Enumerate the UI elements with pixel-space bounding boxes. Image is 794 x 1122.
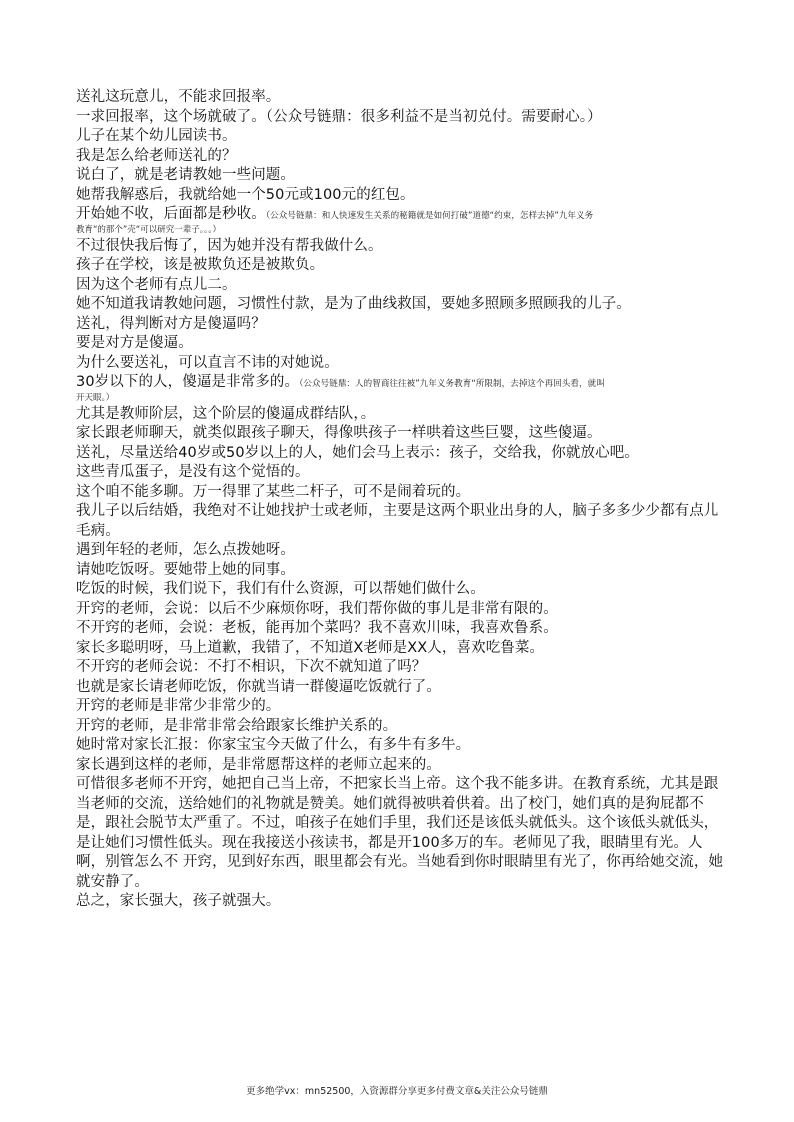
paragraph: 这个咱不能多聊。万一得罪了某些二杆子，可不是闹着玩的。 [76,483,471,500]
paragraph: 总之，家长强大，孩子就强大。 [76,893,281,909]
paragraph: 也就是家长请老师吃饭，你就当请一群傻逼吃饭就行了。 [76,678,441,695]
paragraph: 因为这个老师有点儿二。 [76,276,237,293]
paragraph: 她不知道我请教她问题，习惯性付款，是为了曲线救国，要她多照顾多照顾我的儿子。 [76,296,631,312]
paragraph: 送礼这玩意儿，不能求回报率。 [76,89,281,105]
paragraph: 不开窍的老师，会说：老板，能再加个菜吗？我不喜欢川味，我喜欢鲁系。 [76,620,558,636]
paragraph: 孩子在学校，该是被欺负还是被欺负。 [76,257,325,273]
note-continuation: 开天眼。） [76,392,115,403]
paragraph: 送礼，尽量送给40岁或50岁以上的人，她们会马上表示：孩子，交给我，你就放心吧。 [76,444,639,461]
inline-note: （公众号链鼎：和人快速发生关系的秘籍就是如何打破”道德“约束，怎样去掉”九年义务 [265,211,594,221]
paragraph-with-note [76,205,724,225]
paragraph-main: 30岁以下的人，傻逼是非常多的。 [76,374,300,390]
paragraph: 可惜很多老师不开窍，她把自己当上帝，不把家长当上帝。这个我不能多讲。在教育系统，尤其是跟当老师的交流，送给她们的礼物就是赞美。她们就得被哄着供着。出了校门，她们真的是狗屁都不是，跟社会脱节太严重了。不过，咱孩子在她们手里，我们还是该低头就低头。这个该低头就低头，是让她们习惯性低头。现在我接送小孩读书，都是开100多万的车。老师见了我，眼睛里有光。人啊，别管怎么不 开窍，见到好东西，眼里都会有光。当她看到你时眼睛里有光了，你再给她交流，她就安静了。 [76,776,724,890]
paragraph: 请她吃饭呀。要她带上她的同事。 [76,561,295,578]
paragraph: 说白了，就是老请教她一些问题。 [76,167,295,183]
inline-note: （公众号链鼎：人的智商往往被”九年义务教育“所限制，去掉这个再回头看，就叫 [299,379,605,389]
paragraph-with-note [76,373,724,393]
paragraph: 开窍的老师，会说：以后不少麻烦你呀，我们帮你做的事儿是非常有限的。 [76,600,558,617]
article-body [76,88,724,912]
paragraph: 吃饭的时候，我们说下，我们有什么资源，可以帮她们做什么。 [76,581,485,597]
paragraph: 为什么要送礼，可以直言不讳的对她说。 [76,354,339,371]
page-footer: 更多绝学vx：mn52500，入资源群分享更多付费文章&关注公众号链鼎 [246,1086,548,1097]
paragraph: 送礼，得判断对方是傻逼吗？ [76,315,266,332]
paragraph-main: 开始她不收，后面都是秒收。 [76,206,266,222]
paragraph: 尤其是教师阶层，这个阶层的傻逼成群结队，。 [76,405,376,422]
paragraph: 我儿子以后结婚，我绝对不让她找护士或老师，主要是这两个职业出身的人，脑子多多少少都有点儿毛病。 [76,503,719,539]
paragraph: 开窍的老师，是非常非常会给跟家长维护关系的。 [76,717,398,734]
paragraph: 她帮我解惑后，我就给她一个50元或100元的红包。 [76,186,415,203]
paragraph: 不开窍的老师会说：不打不相识，下次不就知道了吗？ [76,659,427,675]
paragraph: 儿子在某个幼儿园读书。 [76,128,237,144]
paragraph: 我是怎么给老师送礼的？ [76,147,237,164]
paragraph: 不过很快我后悔了，因为她并没有帮我做什么。 [76,237,383,254]
paragraph: 遇到年轻的老师，怎么点拨她呀。 [76,542,295,558]
paragraph: 这些青瓜蛋子，是没有这个觉悟的。 [76,464,310,480]
paragraph: 要是对方是傻逼。 [76,335,193,351]
paragraph: 家长跟老师聊天，就类似跟孩子聊天，得像哄孩子一样哄着这些巨婴，这些傻逼。 [76,425,602,441]
paragraph: 一求回报率，这个场就破了。（公众号链鼎：很多利益不是当初兑付。需要耐心。） [76,108,602,125]
paragraph: 家长遇到这样的老师，是非常愿帮这样的老师立起来的。 [76,756,441,773]
paragraph: 她时常对家长汇报：你家宝宝今天做了什么，有多牛有多牛。 [76,737,471,753]
paragraph: 开窍的老师是非常少非常少的。 [76,698,281,714]
paragraph: 家长多聪明呀，马上道歉，我错了，不知道X老师是XX人，喜欢吃鲁菜。 [76,639,545,656]
note-continuation: 教育“的那个”壳“可以研究一辈子。。。） [76,224,221,235]
